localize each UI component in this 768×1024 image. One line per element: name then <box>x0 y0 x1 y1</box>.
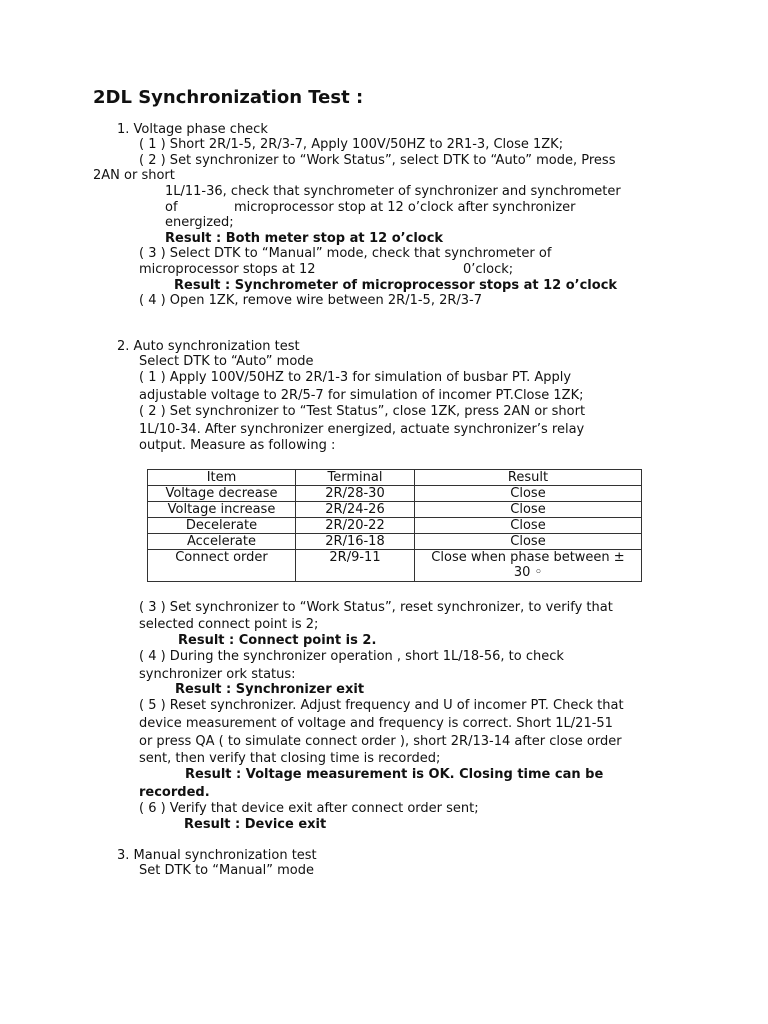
result-3: Result : Connect point is 2. <box>178 633 377 648</box>
section-2-heading: 2. Auto synchronization test <box>117 339 300 354</box>
step-2-3-line2: selected connect point is 2; <box>139 617 319 632</box>
step-1-3-line2a: microprocessor stops at 12 <box>139 262 316 277</box>
step-2-6: ( 6 ) Verify that device exit after connect order sent; <box>139 801 479 816</box>
step-2-5-line3: or press QA ( to simulate connect order ), short 2R/13-14 after close order <box>139 734 622 749</box>
result-1: Result : Both meter stop at 12 o’clock <box>165 231 444 246</box>
section-1-heading: 1. Voltage phase check <box>117 122 268 137</box>
table-row <box>148 518 642 534</box>
step-2-1-line1: ( 1 ) Apply 100V/50HZ to 2R/1-3 for simulation of busbar PT. Apply <box>139 370 572 385</box>
step-1-3-line2b: 0’clock; <box>463 262 514 277</box>
step-2-5-line1: ( 5 ) Reset synchronizer. Adjust frequency and U of incomer PT. Check that <box>139 698 624 713</box>
step-2-1-line2: adjustable voltage to 2R/5-7 for simulation of incomer PT.Close 1ZK; <box>139 388 584 403</box>
cell-result: Close <box>415 518 642 534</box>
step-2-4-line1: ( 4 ) During the synchronizer operation , short 1L/18-56, to check <box>139 649 564 664</box>
cell-result: Close <box>415 502 642 518</box>
step-2-5-line2: device measurement of voltage and frequency is correct. Short 1L/21-51 <box>139 716 613 731</box>
table-row <box>148 534 642 550</box>
cell-item: Accelerate <box>148 534 296 550</box>
cell-item: Connect order <box>148 550 296 582</box>
cell-result: Close <box>415 534 642 550</box>
step-1-2-line1: ( 2 ) Set synchronizer to “Work Status”, select DTK to “Auto” mode, Press <box>139 153 616 168</box>
step-2-4-line2: synchronizer ork status: <box>139 667 296 682</box>
cell-terminal: 2R/28-30 <box>296 486 415 502</box>
result-6: Result : Device exit <box>184 817 327 832</box>
section-3-heading: 3. Manual synchronization test <box>117 848 317 863</box>
cell-terminal: 2R/16-18 <box>296 534 415 550</box>
page-title: 2DL Synchronization Test : <box>93 87 364 108</box>
cell-result-line1: Close when phase between ± <box>431 550 625 565</box>
cell-result-multiline <box>415 550 642 582</box>
cell-terminal: 2R/20-22 <box>296 518 415 534</box>
cell-item: Decelerate <box>148 518 296 534</box>
header-result: Result <box>415 470 642 486</box>
result-2: Result : Synchrometer of microprocessor stops at 12 o’clock <box>174 278 618 293</box>
table-row <box>148 502 642 518</box>
cell-terminal: 2R/9-11 <box>296 550 415 582</box>
step-2-2-line2: 1L/10-34. After synchronizer energized, actuate synchronizer’s relay <box>139 422 585 437</box>
table-row <box>148 486 642 502</box>
measurement-table <box>147 469 642 582</box>
step-2-2-line1: ( 2 ) Set synchronizer to “Test Status”, close 1ZK, press 2AN or short <box>139 404 586 419</box>
table-header-row <box>148 470 642 486</box>
step-1-2-line4a: of <box>165 200 178 215</box>
cell-result: Close <box>415 486 642 502</box>
step-2-3-line1: ( 3 ) Set synchronizer to “Work Status”, reset synchronizer, to verify that <box>139 600 613 615</box>
result-4: Result : Synchronizer exit <box>175 682 365 697</box>
header-item: Item <box>148 470 296 486</box>
step-1-2-line3: 1L/11-36, check that synchrometer of synchronizer and synchrometer <box>165 184 621 199</box>
cell-result-line2: 30 ◦ <box>513 565 543 580</box>
cell-item: Voltage decrease <box>148 486 296 502</box>
table-row <box>148 550 642 582</box>
step-1-3-line1: ( 3 ) Select DTK to “Manual” mode, check that synchrometer of <box>139 246 552 261</box>
step-2-2-line3: output. Measure as following : <box>139 438 336 453</box>
result-5-line2: recorded. <box>139 785 210 800</box>
step-1-2-line5: energized; <box>165 215 234 230</box>
section-3-intro: Set DTK to “Manual” mode <box>139 863 314 878</box>
cell-terminal: 2R/24-26 <box>296 502 415 518</box>
step-1-2-line4b: microprocessor stop at 12 o’clock after synchronizer <box>234 200 576 215</box>
step-1-4: ( 4 ) Open 1ZK, remove wire between 2R/1-5, 2R/3-7 <box>139 293 483 308</box>
result-5-line1: Result : Voltage measurement is OK. Closing time can be <box>185 767 604 782</box>
header-terminal: Terminal <box>296 470 415 486</box>
cell-item: Voltage increase <box>148 502 296 518</box>
step-1-1: ( 1 ) Short 2R/1-5, 2R/3-7, Apply 100V/50HZ to 2R1-3, Close 1ZK; <box>139 137 564 152</box>
step-2-5-line4: sent, then verify that closing time is recorded; <box>139 751 441 766</box>
step-1-2-line2: 2AN or short <box>93 168 175 183</box>
section-2-intro: Select DTK to “Auto” mode <box>139 354 314 369</box>
